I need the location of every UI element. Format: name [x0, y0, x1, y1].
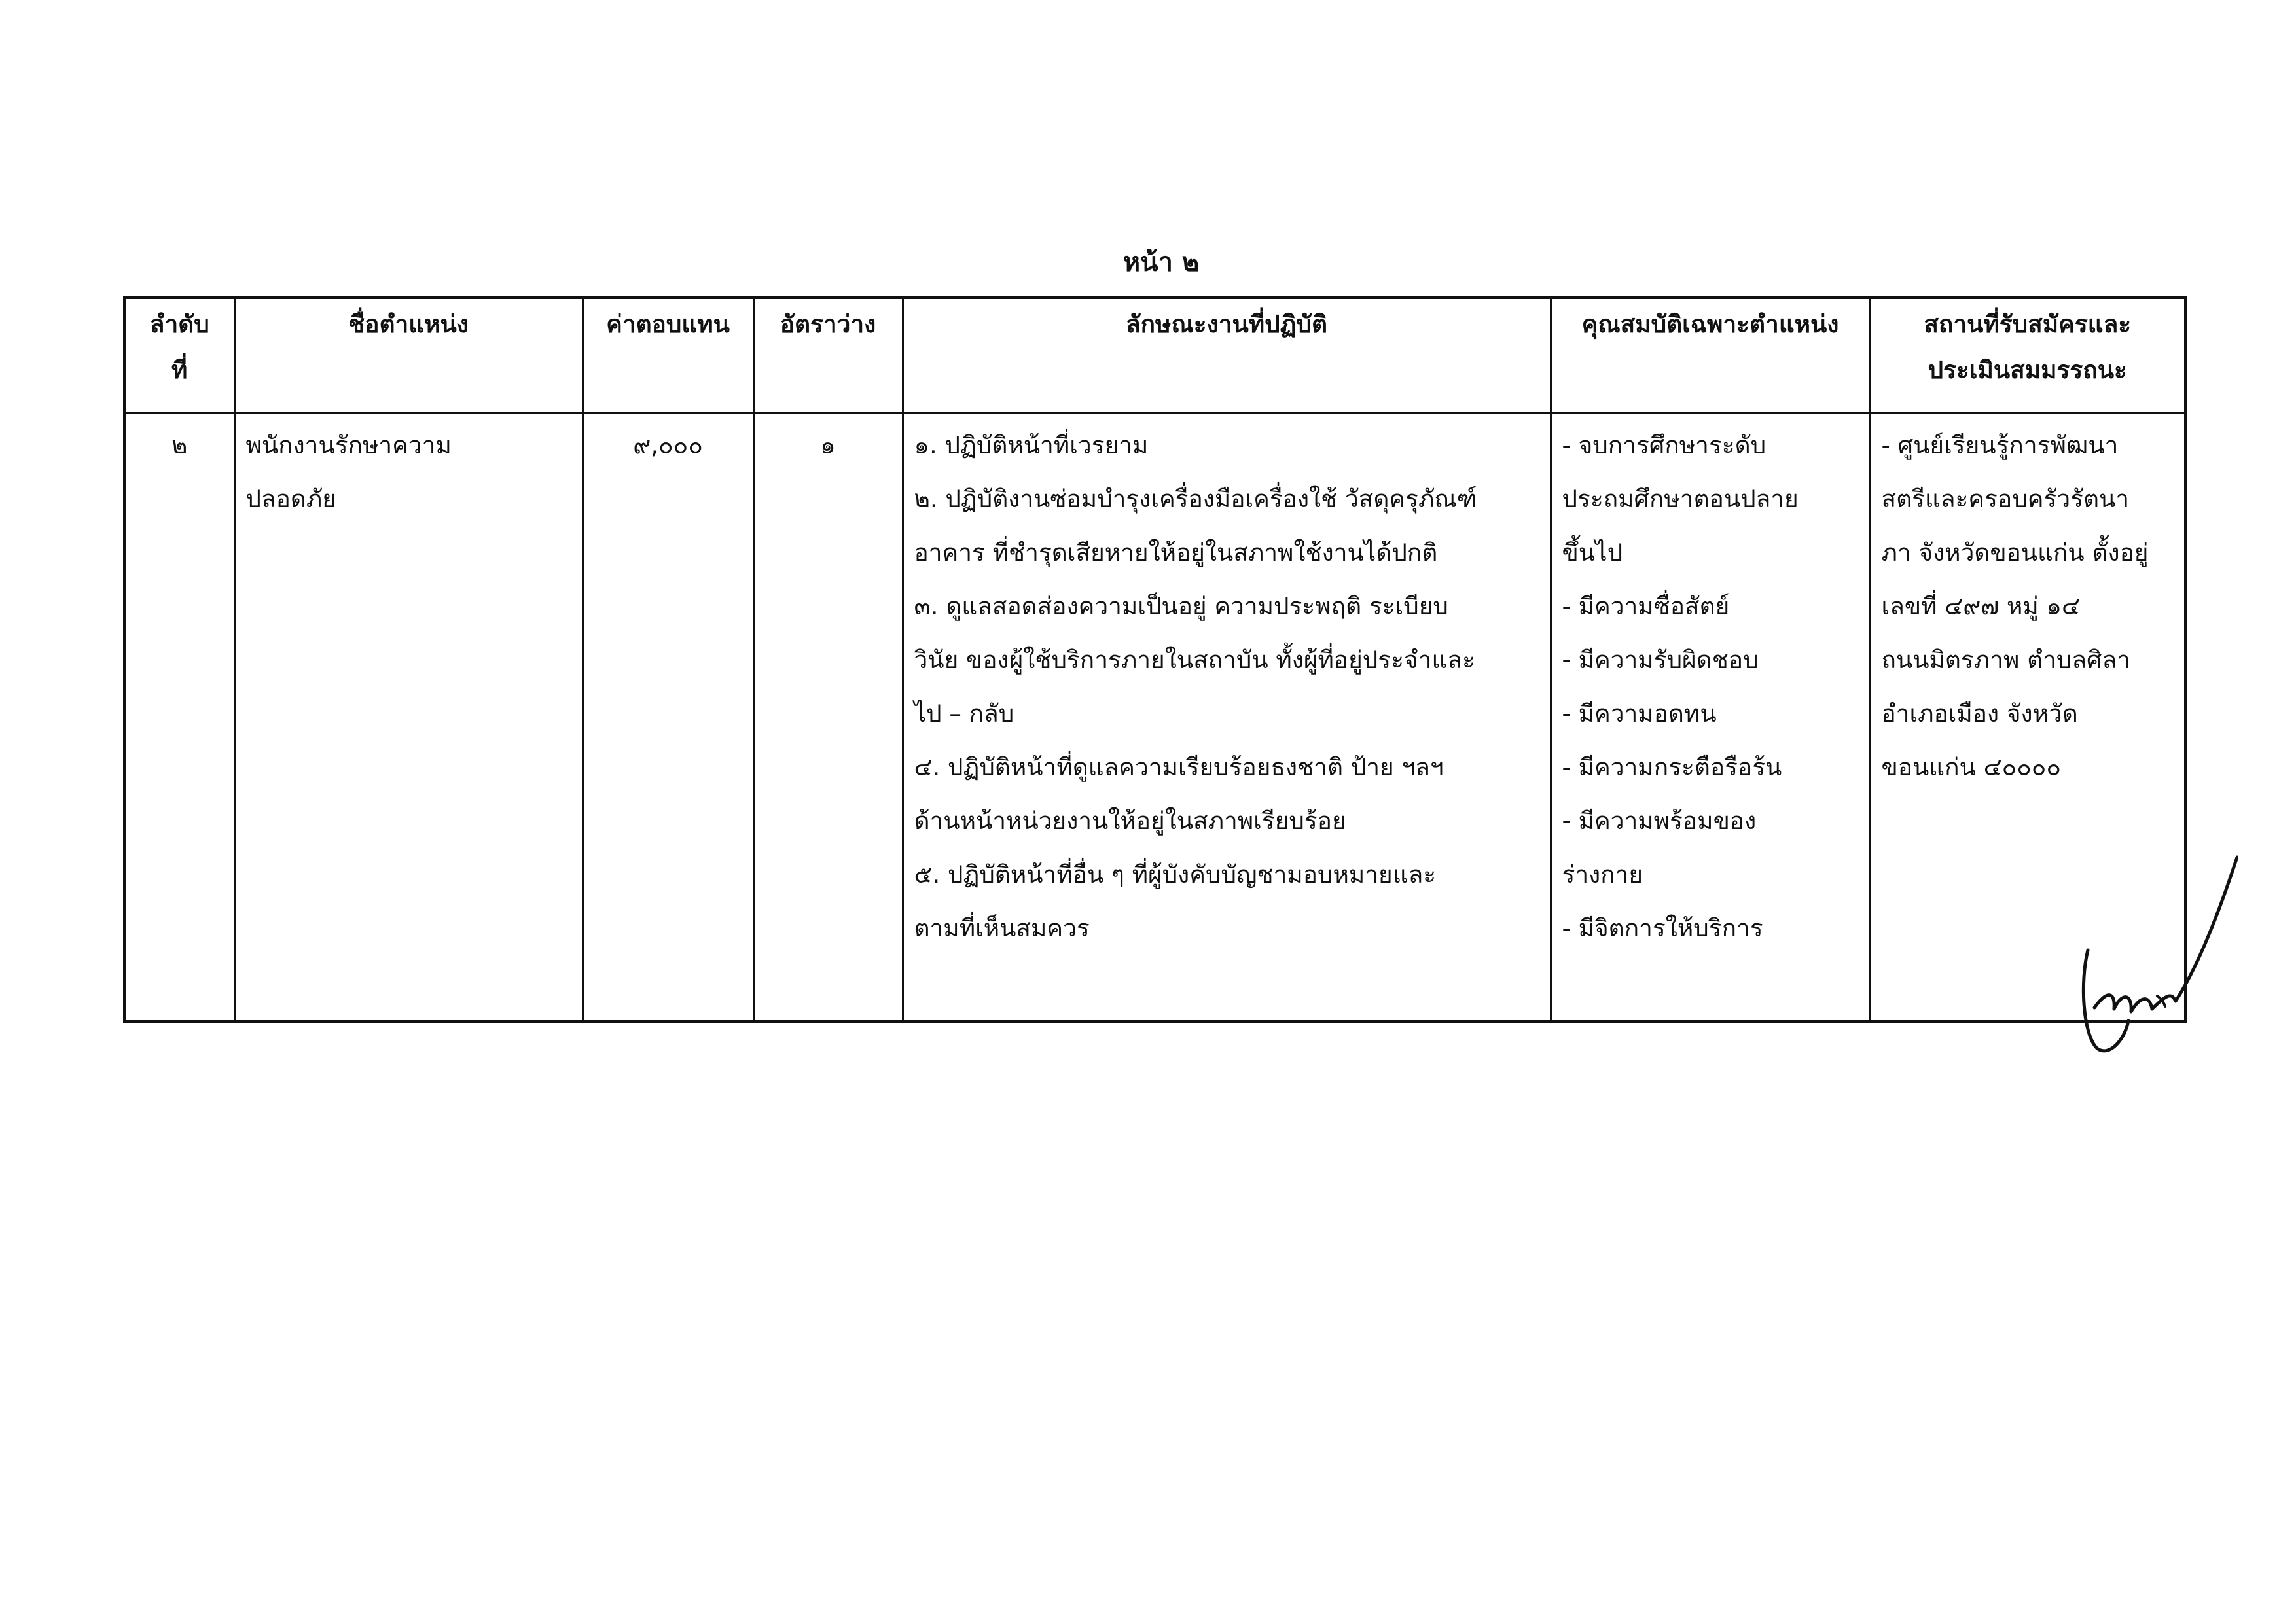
- header-number-line2: ที่: [171, 356, 188, 384]
- qualification-line: - มีจิตการให้บริการ: [1562, 914, 1763, 942]
- location-line: ขอนแก่น ๔๐๐๐๐: [1881, 753, 2061, 781]
- page-number: หน้า ๒: [1122, 247, 1200, 277]
- cell-vacancy: ๑: [753, 413, 903, 1022]
- duty-line: ๓. ดูแลสอดส่องความเป็นอยู่ ความประพฤติ ระเบียบ: [914, 592, 1448, 620]
- location-line: อำเภอเมือง จังหวัด: [1881, 700, 2078, 728]
- location-line: เลขที่ ๔๙๗ หมู่ ๑๔: [1881, 592, 2080, 620]
- header-qualifications: คุณสมบัติเฉพาะตำแหน่ง: [1551, 298, 1870, 413]
- header-position: ชื่อตำแหน่ง: [234, 298, 583, 413]
- duty-line: ไป – กลับ: [914, 700, 1014, 728]
- qualification-line: - จบการศึกษาระดับ: [1562, 431, 1767, 459]
- header-duties: ลักษณะงานที่ปฏิบัติ: [903, 298, 1551, 413]
- duty-line: ๔. ปฏิบัติหน้าที่ดูแลความเรียบร้อยธงชาติ ป้าย ฯลฯ: [914, 753, 1444, 781]
- header-number: [124, 298, 234, 413]
- duty-line: ๑. ปฏิบัติหน้าที่เวรยาม: [914, 431, 1149, 459]
- qualification-line: - มีความกระตือรือร้น: [1562, 753, 1782, 781]
- position-line: ปลอดภัย: [245, 485, 336, 513]
- position-line: พนักงานรักษาความ: [245, 431, 452, 459]
- header-location: [1870, 298, 2185, 413]
- duty-line: ๒. ปฏิบัติงานซ่อมบำรุงเครื่องมือเครื่องใช้ วัสดุครุภัณฑ์: [914, 485, 1477, 513]
- qualification-line: ร่างกาย: [1562, 860, 1643, 889]
- header-number-line1: ลำดับ: [149, 310, 209, 338]
- header-location-line2: ประเมินสมมรรถนะ: [1928, 356, 2127, 384]
- duty-line: ๕. ปฏิบัติหน้าที่อื่น ๆ ที่ผู้บังคับบัญชามอบหมายและ: [914, 860, 1437, 889]
- location-line: - ศูนย์เรียนรู้การพัฒนา: [1881, 431, 2119, 459]
- qualification-line: ขึ้นไป: [1562, 539, 1623, 567]
- duty-line: วินัย ของผู้ใช้บริการภายในสถาบัน ทั้งผู้ที่อยู่ประจำและ: [914, 646, 1475, 674]
- job-vacancy-table: [123, 296, 2187, 1023]
- qualification-line: - มีความอดทน: [1562, 700, 1717, 728]
- cell-salary: ๙,๐๐๐: [583, 413, 753, 1022]
- location-line: ถนนมิตรภาพ ตำบลศิลา: [1881, 646, 2130, 674]
- header-salary: ค่าตอบแทน: [583, 298, 753, 413]
- cell-duties: [903, 413, 1551, 1022]
- duty-line: ตามที่เห็นสมควร: [914, 914, 1090, 942]
- header-location-line1: สถานที่รับสมัครและ: [1924, 310, 2132, 338]
- header-vacancy: อัตราว่าง: [753, 298, 903, 413]
- location-line: ภา จังหวัดขอนแก่น ตั้งอยู่: [1881, 539, 2149, 567]
- qualification-line: ประถมศึกษาตอนปลาย: [1562, 485, 1799, 513]
- table-header-row: [124, 298, 2185, 413]
- qualification-line: - มีความซื่อสัตย์: [1562, 592, 1730, 620]
- duty-line: อาคาร ที่ชำรุดเสียหายให้อยู่ในสภาพใช้งานได้ปกติ: [914, 539, 1438, 567]
- qualification-line: - มีความรับผิดชอบ: [1562, 646, 1759, 674]
- table-row: [124, 413, 2185, 1022]
- location-line: สตรีและครอบครัวรัตนา: [1881, 485, 2130, 513]
- duty-line: ด้านหน้าหน่วยงานให้อยู่ในสภาพเรียบร้อย: [914, 807, 1346, 835]
- handwritten-signature: [2068, 844, 2238, 1067]
- cell-number: ๒: [124, 413, 234, 1022]
- qualification-line: - มีความพร้อมของ: [1562, 807, 1757, 835]
- cell-position: [234, 413, 583, 1022]
- cell-qualifications: [1551, 413, 1870, 1022]
